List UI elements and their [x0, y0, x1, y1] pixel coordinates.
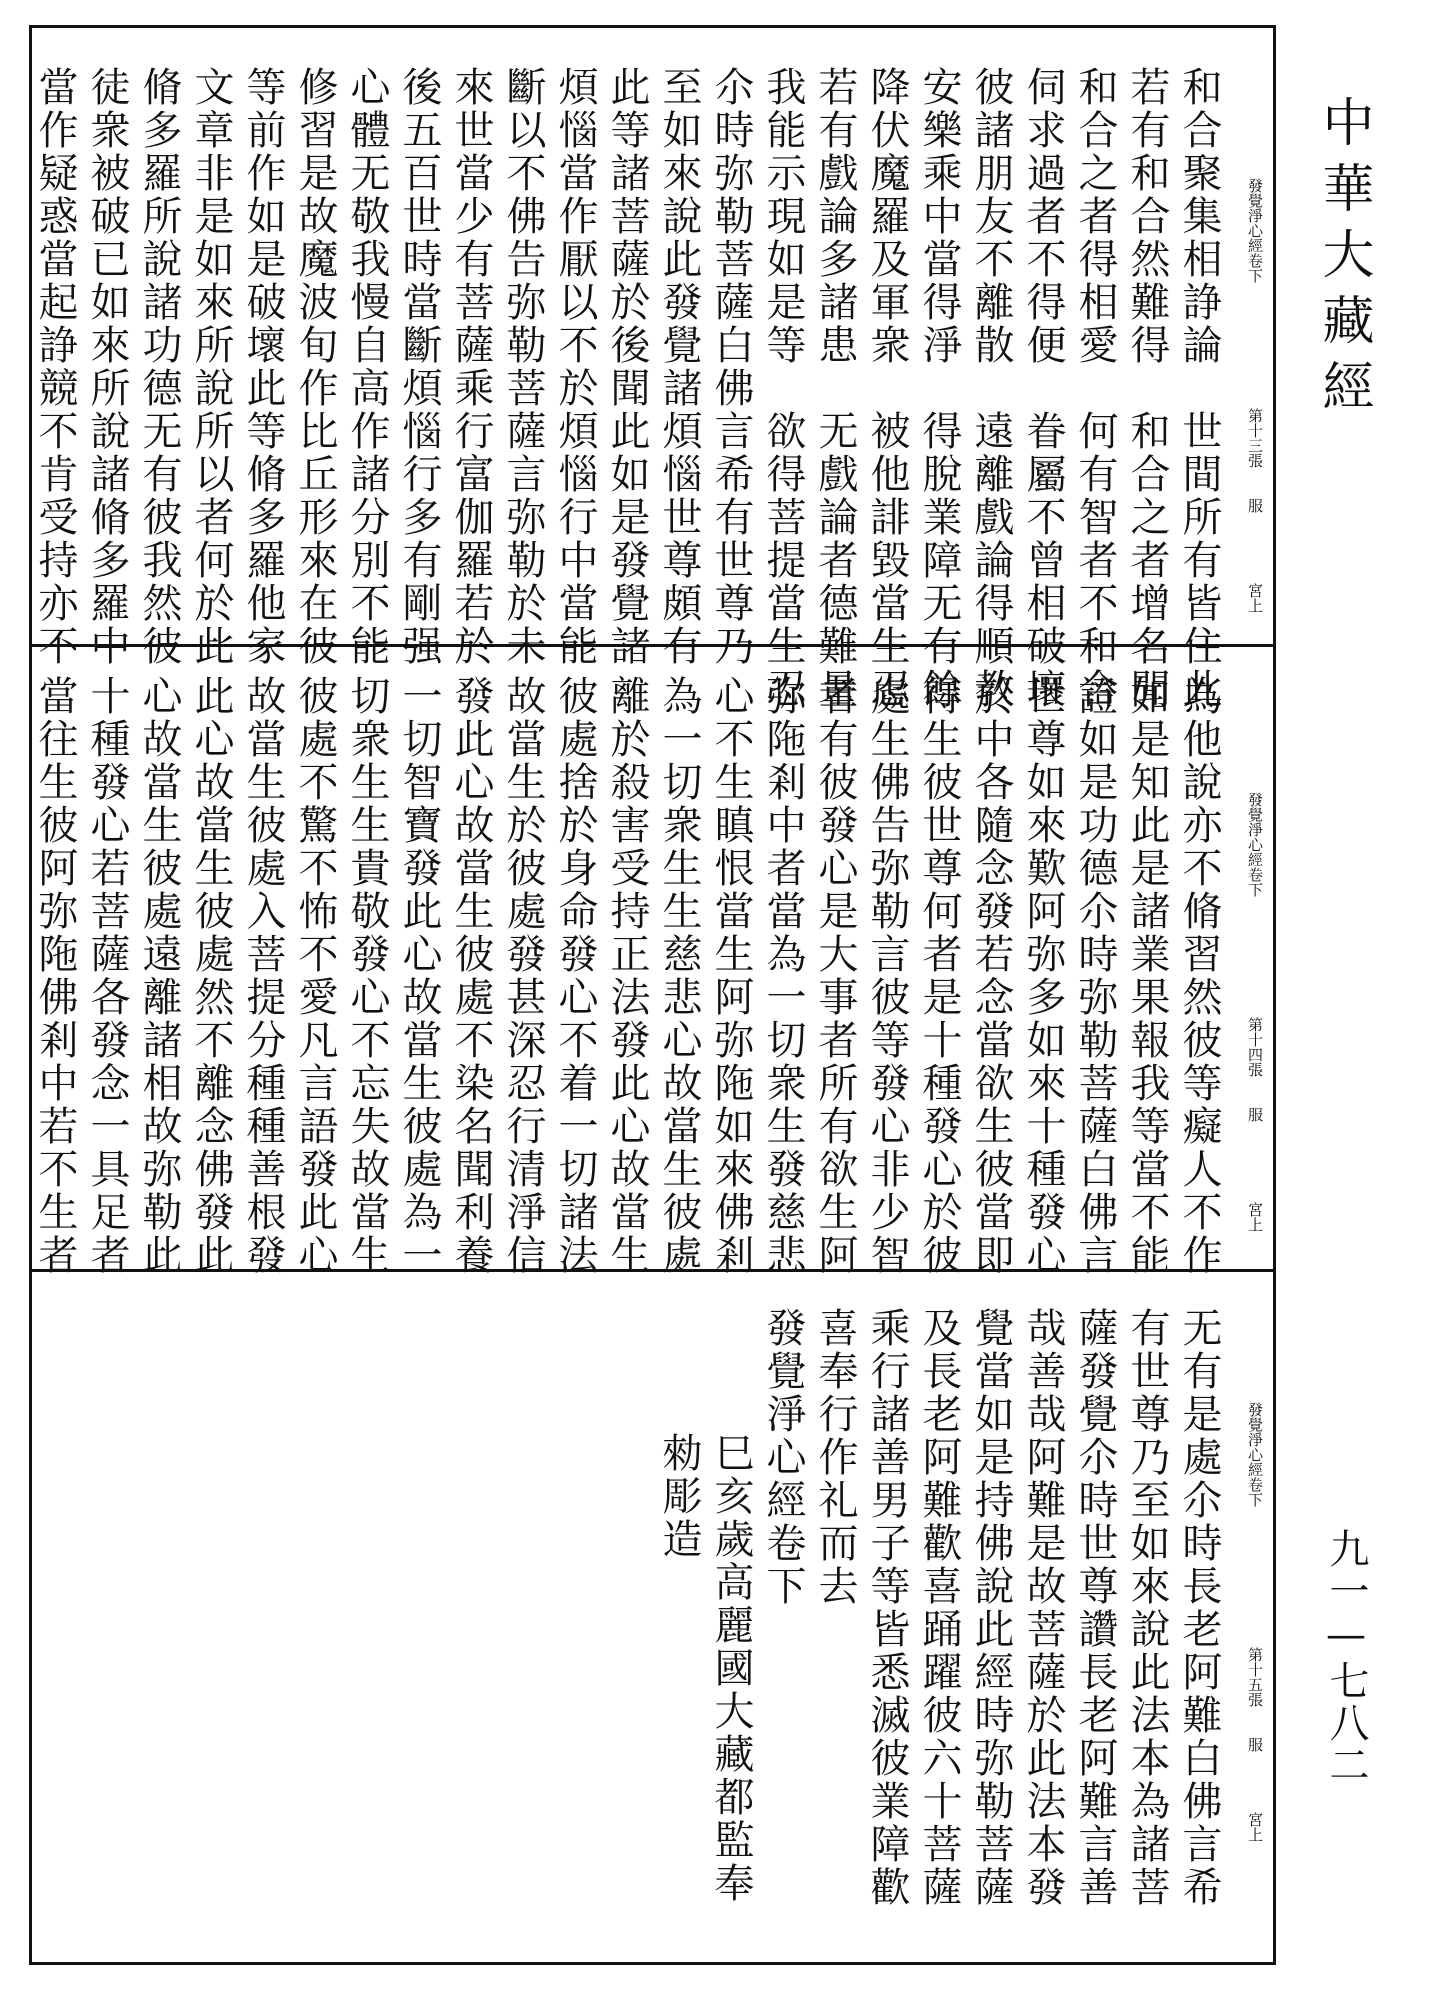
margin-seal-char: 服 [1246, 1107, 1264, 1122]
text-line: 故當生彼處入菩提分種種善根發 [240, 675, 286, 1277]
text-line: 發覺淨心經卷下 [760, 1307, 806, 1608]
text-line: 若有和合然難得 和合之者增名聞 [1124, 66, 1170, 711]
panel-2 [32, 647, 1273, 1277]
text-line: 降伏魔羅及軍衆 被他誹毀當生忍 [864, 66, 910, 711]
text-line: 心體无敬我慢自高作諸分別不能 [344, 66, 390, 668]
panel-3 [32, 1272, 1273, 1962]
margin-sheet-number: 第十三張 [1246, 408, 1264, 468]
text-line: 離於殺害受持正法發此心故當生 [604, 675, 650, 1277]
page-number: 九一—七八二 [1323, 1528, 1369, 1786]
text-line: 世尊如來歎阿弥多如來十種發心 [1020, 675, 1066, 1277]
text-line: 一切智寶發此心故當生彼處為一 [396, 675, 442, 1277]
text-line: 發此心故當生彼處不染名聞利養 [448, 675, 494, 1277]
margin-mark: 宮上 [1246, 1812, 1264, 1842]
text-line: 來世當少有菩薩乘行富伽羅若於 [448, 66, 494, 668]
margin-sutra-title: 發覺淨心經卷下 [1246, 178, 1264, 283]
text-line: 當往生彼阿弥陁佛剎中若不生者 [32, 675, 78, 1277]
text-line: 薩發覺尒時世尊讚長老阿難言善 [1072, 1307, 1118, 1909]
margin-mark: 宮上 [1246, 583, 1264, 613]
text-line: 文章非是如來所說所以者何於此 [188, 66, 234, 668]
text-line: 覺當如是持佛說此經時弥勒菩薩 [968, 1307, 1014, 1909]
text-line: 如是知此是諸業果報我等當不能 [1124, 675, 1170, 1277]
text-line: 无有是處尒時長老阿難白佛言希 [1176, 1307, 1222, 1909]
text-line: 此等諸菩薩於後聞此如是發覺諸 [604, 66, 650, 668]
text-line: 喜奉行作礼而去 [812, 1307, 858, 1608]
margin-sheet-number: 第十五張 [1246, 1647, 1264, 1707]
text-line: 伺求過者不得便 眷屬不曾相破壞 [1020, 66, 1066, 711]
text-line: 心故當生彼處遠離諸相故弥勒此 [136, 675, 182, 1277]
text-line: 處生佛告弥勒言彼等發心非少智 [864, 675, 910, 1277]
text-line: 此心故當生彼處然不離念佛發此 [188, 675, 234, 1277]
text-line: 有世尊乃至如來說此法本為諸菩 [1124, 1307, 1170, 1909]
text-line: 安樂乘中當得淨 得脫業障无有餘 [916, 66, 962, 711]
text-line: 心不生瞋恨當生阿弥陁如來佛剎 [708, 675, 754, 1277]
page-frame [29, 25, 1276, 1965]
text-line: 當作疑惑當起諍競不肯受持亦不 [32, 66, 78, 668]
text-line: 巳亥歲高麗國大藏都監奉 [708, 1432, 754, 1905]
text-line: 若有戲論多諸患 无戲論者德難量 [812, 66, 858, 711]
text-line: 得生彼世尊何者是十種發心於彼 [916, 675, 962, 1277]
margin-seal-char: 服 [1246, 1737, 1264, 1752]
text-line: 修習是故魔波旬作比丘形來在彼 [292, 66, 338, 668]
text-line: 乘行諸善男子等皆悉滅彼業障歡 [864, 1307, 910, 1909]
text-line: 弥陁剎中者當為一切衆生發慈悲 [760, 675, 806, 1277]
text-line: 證如是功德尒時弥勒菩薩白佛言 [1072, 675, 1118, 1277]
text-line: 彼處捨於身命發心不着一切諸法 [552, 675, 598, 1277]
margin-sheet-number: 第十四張 [1246, 1017, 1264, 1077]
margin-seal-char: 服 [1246, 498, 1264, 513]
text-line: 煩惱當作厭以不於煩惱行中當能 [552, 66, 598, 668]
text-line: 脩多羅所說諸功德无有彼我然彼 [136, 66, 182, 668]
text-line: 哉善哉阿難是故菩薩於此法本發 [1020, 1307, 1066, 1909]
text-line: 我能示現如是等 欲得菩提當生忍 [760, 66, 806, 711]
text-line: 彼處不驚不怖不愛凡言語發此心 [292, 675, 338, 1277]
margin-sutra-title: 發覺淨心經卷下 [1246, 792, 1264, 897]
text-line: 後五百世時當斷煩惱行多有剛强 [396, 66, 442, 668]
text-line: 勑彫造 [656, 1432, 702, 1561]
text-line: 徒衆被破已如來所說諸脩多羅中 [84, 66, 130, 668]
text-line: 為一切衆生生慈悲心故當生彼處 [656, 675, 702, 1277]
text-line: 為他說亦不脩習然彼等癡人不作 [1176, 675, 1222, 1277]
text-line: 至如來說此發覺諸煩惱世尊頗有 [656, 66, 702, 668]
margin-mark: 宮上 [1246, 1202, 1264, 1232]
text-line: 十種發心若菩薩各發念一具足者 [84, 675, 130, 1277]
text-line: 及長老阿難歡喜踊躍彼六十菩薩 [916, 1307, 962, 1909]
text-line: 彼諸朋友不離散 遠離戲論得順教 [968, 66, 1014, 711]
text-line: 於中各隨念發若念當欲生彼當即 [968, 675, 1014, 1277]
text-line: 切衆生生貴敬發心不忘失故當生 [344, 675, 390, 1277]
text-line: 者有彼發心是大事者所有欲生阿 [812, 675, 858, 1277]
text-line: 和合之者得相愛 何有智者不和合 [1072, 66, 1118, 711]
margin-sutra-title: 發覺淨心經卷下 [1246, 1402, 1264, 1507]
text-line: 尒時弥勒菩薩白佛言希有世尊乃 [708, 66, 754, 668]
text-line: 和合聚集相諍論 世間所有皆住此 [1176, 66, 1222, 711]
text-line: 故當生於彼處發甚深忍行清淨信 [500, 675, 546, 1277]
collection-title: 中華大藏經 [1313, 95, 1373, 425]
text-line: 斷以不佛告弥勒菩薩言弥勒於未 [500, 66, 546, 668]
text-line: 等前作如是破壞此等脩多羅他家 [240, 66, 286, 668]
panel-1 [32, 28, 1273, 711]
